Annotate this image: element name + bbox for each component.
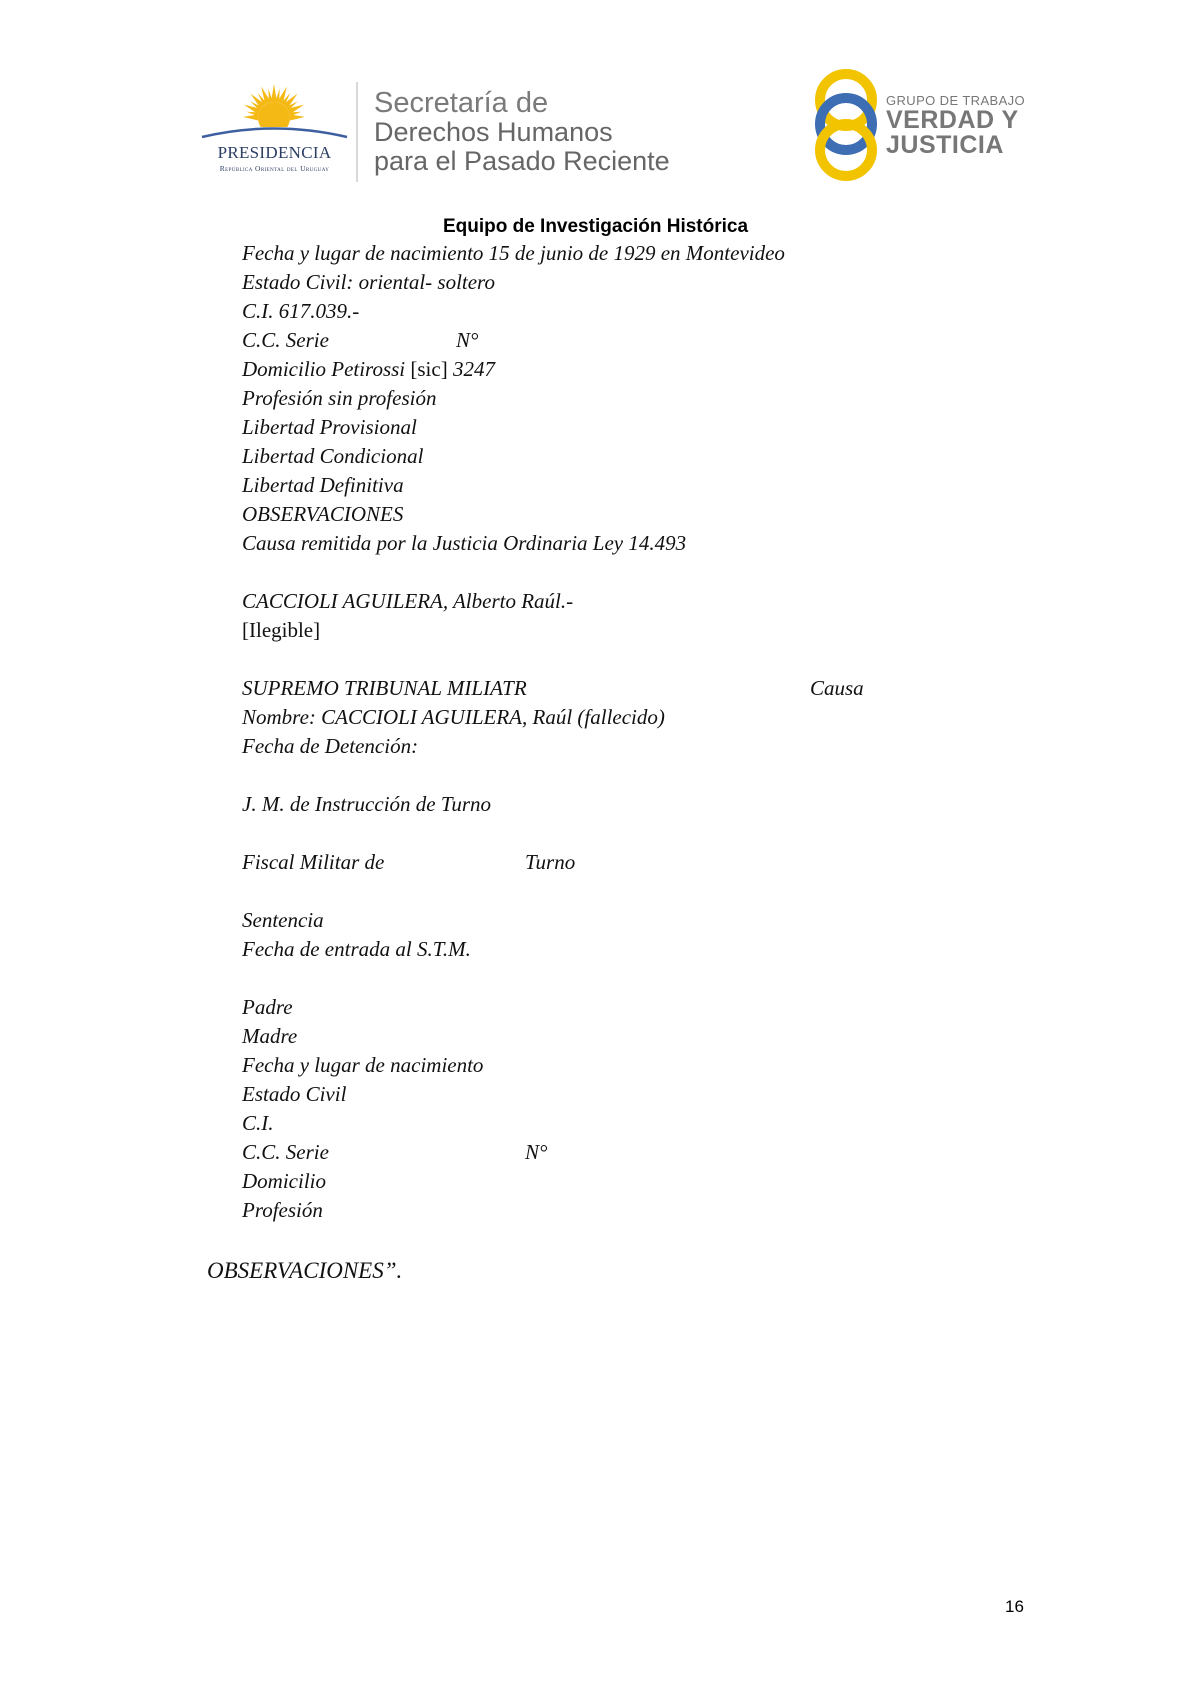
record2-profesion: Profesión	[242, 1198, 323, 1222]
record2-tribunal-label: SUPREMO TRIBUNAL MILIATR	[242, 676, 527, 700]
record1-domicilio-label: Domicilio Petirossi	[242, 357, 406, 381]
record1-sic: [sic]	[410, 357, 448, 381]
record1-ci: C.I. 617.039.-	[242, 299, 360, 323]
secretaria-line-3: para el Pasado Reciente	[374, 146, 670, 176]
record1-profesion: Profesión sin profesión	[242, 386, 437, 410]
record1-civil: Estado Civil: oriental- soltero	[242, 270, 495, 294]
record2-juez-turno: Turno	[440, 792, 492, 816]
record2-tribunal	[242, 674, 864, 703]
document-subtitle: Equipo de Investigación Histórica	[442, 216, 749, 237]
record2-madre: Madre	[242, 1024, 298, 1048]
page-number: 16	[1005, 1597, 1024, 1616]
person-name: CACCIOLI AGUILERA, Alberto Raúl.-	[242, 589, 574, 613]
gtvj-line-1: GRUPO DE TRABAJO	[886, 93, 1026, 108]
record1-domicilio	[242, 355, 785, 384]
record2-sentencia: Sentencia	[242, 908, 324, 932]
presidencia-name: PRESIDENCIA	[217, 143, 332, 162]
record2-detencion: Fecha de Detención:	[242, 734, 419, 758]
record2-padre: Padre	[242, 995, 293, 1019]
secretaria-title	[374, 88, 670, 176]
record2-cc-label: C.C. Serie	[242, 1140, 329, 1164]
document-body	[242, 239, 864, 1225]
record2-fiscal-label: Fiscal Militar de	[242, 850, 385, 874]
record1-cc	[242, 326, 785, 355]
final-observaciones: OBSERVACIONES”.	[207, 1258, 403, 1283]
record1-obs: OBSERVACIONES	[242, 502, 404, 526]
record1-lib-def: Libertad Definitiva	[242, 473, 404, 497]
record2-fiscal	[242, 848, 785, 877]
record2-entrada: Fecha de entrada al S.T.M.	[242, 937, 471, 961]
record1-cc-no: N°	[456, 328, 479, 352]
presidencia-subtitle: República Oriental del Uruguay	[219, 164, 330, 173]
record1-domicilio-num: 3247	[452, 357, 495, 381]
gtvj-text	[886, 93, 1025, 158]
gtvj-line-3: JUSTICIA	[886, 131, 1004, 159]
record2-fiscal-turno: Turno	[525, 850, 576, 874]
record1-lib-prov: Libertad Provisional	[242, 415, 417, 439]
record1-causa: Causa remitida por la Justicia Ordinaria Ley 14.493	[242, 531, 687, 555]
record2-nombre: Nombre: CACCIOLI AGUILERA, Raúl (fallecido)	[242, 705, 665, 729]
record1-birth: Fecha y lugar de nacimiento 15 de junio de 1929 en Montevideo	[242, 241, 785, 265]
sun-icon	[197, 80, 352, 142]
record2-causa: Causa	[810, 676, 864, 700]
record2-domicilio: Domicilio	[242, 1169, 326, 1193]
record2-juez	[242, 790, 785, 819]
ilegible-note: [Ilegible]	[242, 618, 321, 642]
secretaria-line-2: Derechos Humanos	[374, 117, 613, 147]
record2-birth: Fecha y lugar de nacimiento	[242, 1053, 484, 1077]
record2-juez-label: J. M. de Instrucción de	[242, 792, 436, 816]
secretaria-line-1: Secretaría de	[374, 87, 549, 119]
record2-cc	[242, 1138, 785, 1167]
rings-icon	[810, 62, 890, 187]
record2-civil: Estado Civil	[242, 1082, 347, 1106]
record2-cc-no: N°	[525, 1140, 548, 1164]
record1-lib-cond: Libertad Condicional	[242, 444, 424, 468]
record1-cc-label: C.C. Serie	[242, 328, 329, 352]
presidencia-logo	[197, 80, 352, 180]
gtvj-line-2: VERDAD Y	[886, 106, 1019, 134]
record2-ci: C.I.	[242, 1111, 274, 1135]
header-divider	[356, 82, 358, 182]
